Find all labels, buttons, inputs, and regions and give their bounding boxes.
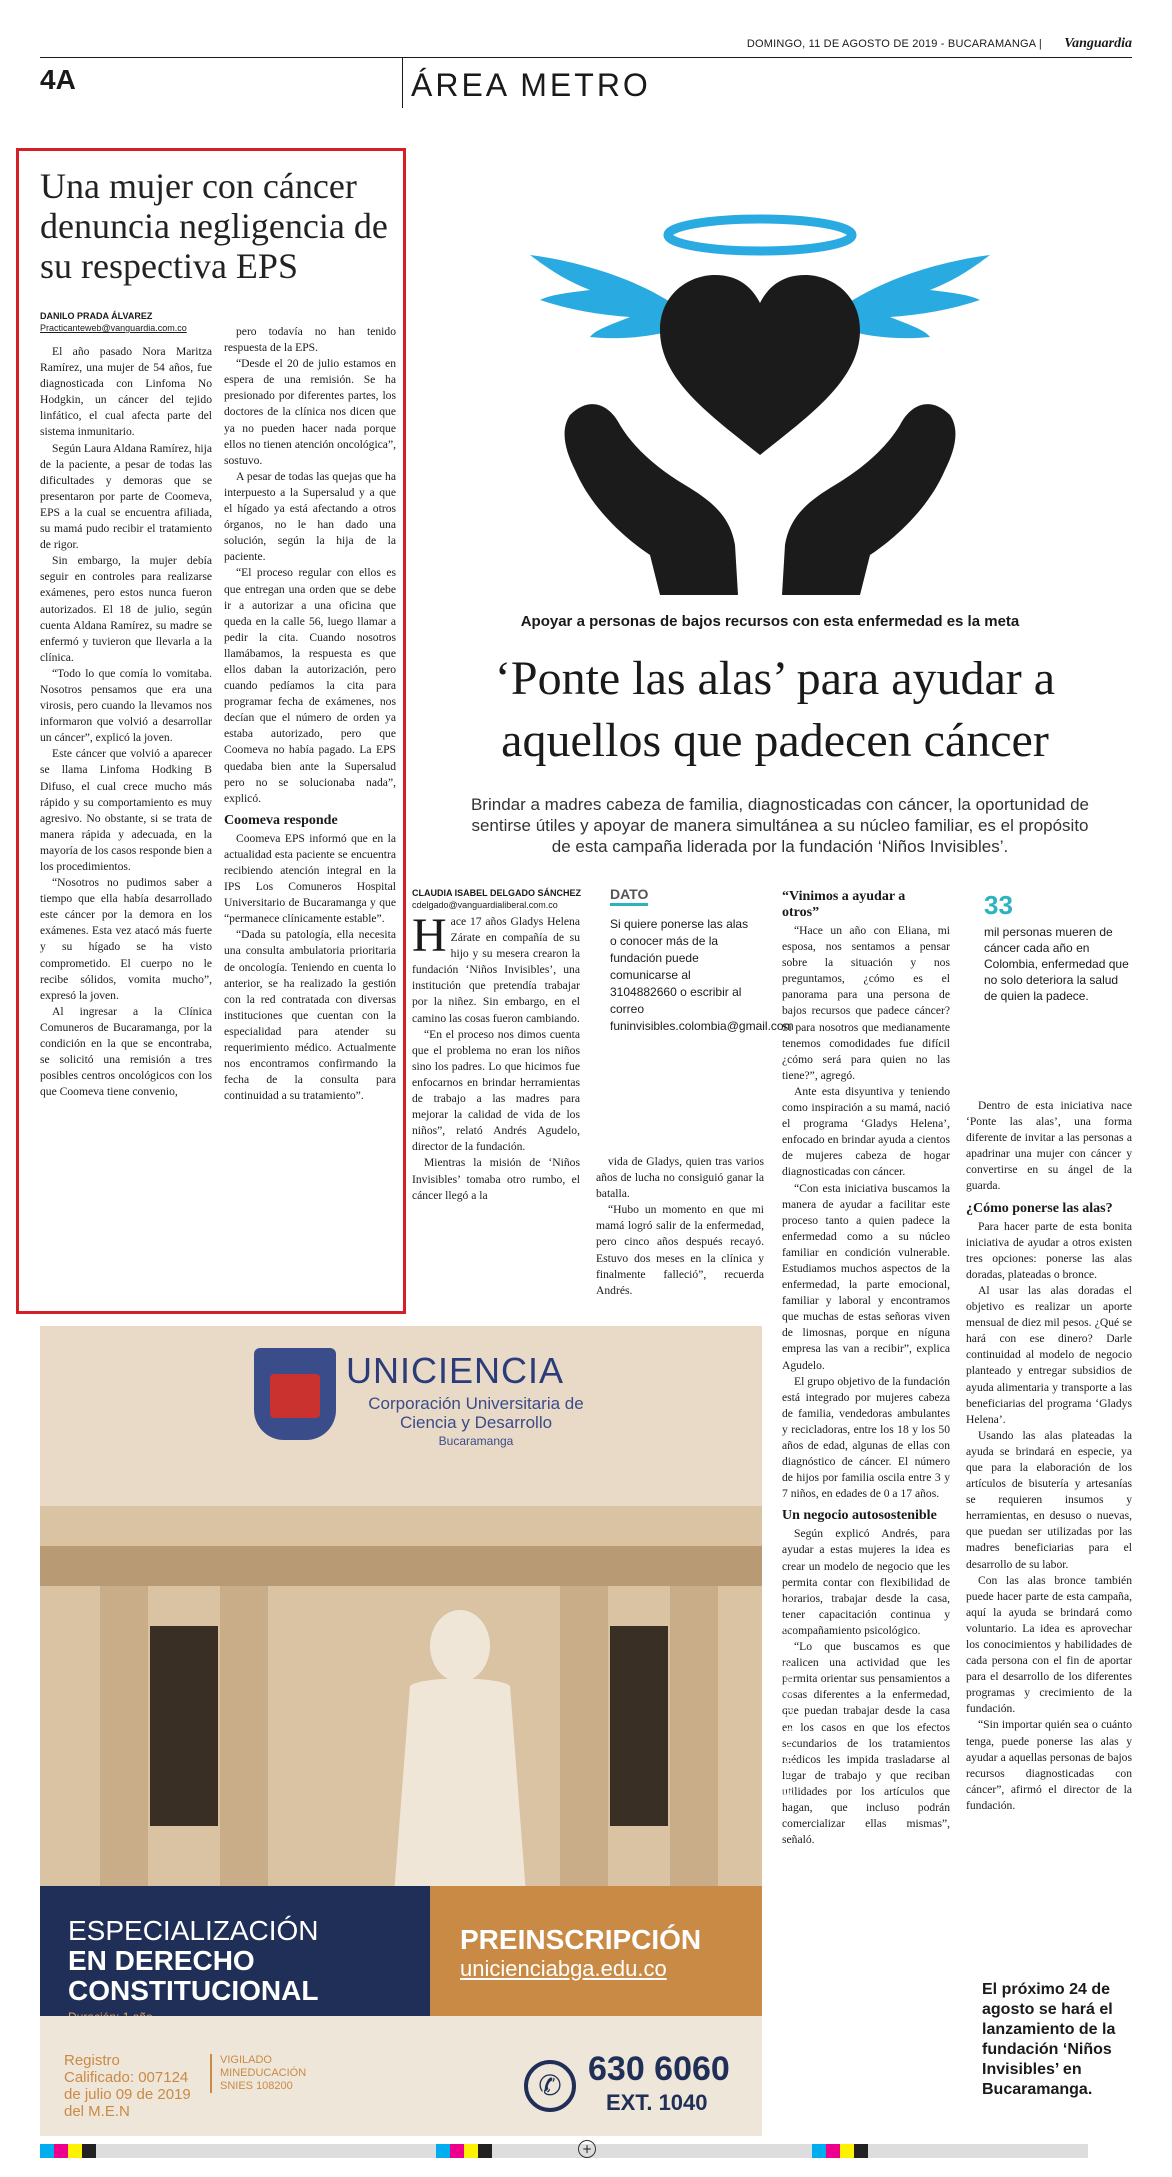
main-article-title: ‘Ponte las alas’ para ayudar a aquellos que padecen cáncer: [494, 652, 1056, 767]
ad-subtitle: Corporación Universitaria de Ciencia y Desarrollo: [368, 1394, 584, 1432]
paragraph: A pesar de todas las quejas que ha interpuesto a la Supersalud y a que el hígado ya está afectando a otros órganos, no le han dado una solución, según la hija de la paciente.: [224, 469, 396, 564]
paragraph: Al usar las alas doradas el objetivo es realizar un aporte mensual de diez mil pesos. ¿Qué se hará con ese dinero? Darle continuidad al modelo de negocio planteado y entregar subsidios de ayuda alimentaria y transporte a las beneficiarias del programa ‘Gladys Helena’.: [966, 1283, 1132, 1426]
left-article-col1: [40, 344, 212, 1304]
ad-registro: Registro Calificado: 007124 de julio 09 de 2019 del M.E.N: [64, 2052, 191, 2120]
promo-note: El próximo 24 de agosto se hará el lanzamiento de la fundación ‘Niños Invisibles’ en Bucaramanga.: [982, 1981, 1116, 2098]
ad-legal-vertical: Personería Jurídica Res.020-96: [780, 1598, 796, 1796]
paragraph: “Todo lo que comía lo vomitaba. Nosotros pensamos que era una virosis, pero cuando la llevamos nos informaron que volvió a desarrollar un cáncer”, explicó la joven.: [40, 666, 212, 745]
paragraph: Sin embargo, la mujer debía seguir en controles para realizarse exámenes, pero estos nunca fueron autorizados. El 18 de julio, según cuenta Aldana Ramírez, su madre se enfermó y tuvieron que llevarla a la clínica.: [40, 554, 212, 664]
main-article-col-a: [412, 909, 580, 1300]
section-title: ÁREA METRO: [402, 58, 651, 108]
ad-footer: [40, 2016, 762, 2136]
dateline: DOMINGO, 11 DE AGOSTO DE 2019 - BUCARAMANGA |: [746, 38, 1042, 50]
registration-mark-icon: +: [578, 2140, 596, 2158]
left-article-author: DANILO PRADA ÁLVAREZ: [40, 311, 153, 321]
main-article-deck: Brindar a madres cabeza de familia, diagnosticadas con cáncer, la oportunidad de sentirse útiles y apoyar de manera simultánea a su núcleo familiar, es el propósito de esta campaña liderada por la fundación ‘Niños Invisibles’.: [470, 795, 1090, 856]
phone-icon: ✆: [524, 2060, 576, 2112]
illustration-caption: Apoyar a personas de bajos recursos con esta enfermedad es la meta: [520, 613, 1020, 630]
angel-heart-illustration: [510, 165, 1010, 595]
ad-phone[interactable]: 630 6060: [588, 2050, 730, 2088]
paragraph: “En el proceso nos dimos cuenta que el problema no eran los niños sino los padres. Lo que hicimos fue enfocarnos en brindar herramientas de trabajo a las madres para mejorar la calidad de vida de los niños”, relató Andrés Agudelo, director de la fundación.: [412, 1027, 580, 1154]
paragraph: “Con esta iniciativa buscamos la manera de ayudar a facilitar este proceso tanto a quien padece la enfermedad como a su núcleo familiar en condición vulnerable. Estudiamos muchos aspectos de la enfermedad, la parte emocional, familiar y laboral y encontramos que muchas de estas señoras viven de limosnas, porque en níguna empresa las van a recibir”, explica Agudelo.: [782, 1181, 950, 1372]
paragraph: Mientras la misión de ‘Niños Invisibles’ tomaba otro rumbo, el cáncer llegó a la: [412, 1156, 580, 1202]
ad-city: Bucaramanga: [438, 1434, 514, 1448]
col-d-subhead: ¿Cómo ponerse las alas?: [966, 1200, 1113, 1216]
dato-label: DATO: [610, 886, 648, 906]
col-c-subhead: Un negocio autosostenible: [782, 1508, 937, 1524]
paragraph: vida de Gladys, quien tras varios años de lucha no consiguió ganar la batalla.: [596, 1155, 764, 1201]
paragraph: “Hace un año con Eliana, mi esposa, nos sentamos a pensar sobre la situación y nos preguntamos, ¿cómo es el panorama para una persona de bajos recursos que padece cáncer? Si para nosotros que medianamente tenemos comodidades fue difícil ¿cómo será para quien no las tiene?”, agregó.: [782, 924, 950, 1082]
paragraph: Según Laura Aldana Ramírez, hija de la paciente, a pesar de todas las dificultades y demoras que se presentaron por parte de Coomeva, EPS a la cual se encuentra afiliada, su mamá pudo recibir el tratamiento de rigor.: [40, 441, 213, 552]
left-article-title: Una mujer con cáncer denuncia negligencia de su respectiva EPS: [40, 166, 388, 286]
paragraph: Coomeva EPS informó que en la actualidad esta paciente se encuentra recibiendo atención integral en la IPS Los Comuneros Hospital Universitario de Bucaramanga y que “permanece clínicamente estable”.: [224, 831, 396, 926]
main-article-col-c: [782, 923, 950, 2083]
main-article-author: CLAUDIA ISABEL DELGADO SÁNCHEZ: [412, 888, 582, 898]
paragraph: “El proceso regular con ellos es que entregan una orden que se debe ir a autorizar a una oficina que queda en la calle 56, luego llamar a pedir la cita. Cuando nosotros llamábamos, la respuesta es que ellos daban la autorización, pero cuando pedíamos la cita para programar fecha de exámenes, nos decían que el número de orden ya estaba autorizado, pero que Coomeva no había pagado. La EPS quedaba bien ante la Supersalud pero no se solucionaba nada”, explicó.: [224, 566, 396, 805]
newspaper-brand: Vanguardia: [1064, 36, 1132, 51]
paragraph: El año pasado Nora Maritza Ramírez, una mujer de 54 años, fue diagnosticada con Linfoma No Hodgkin, un cáncer del tejido linfático, el cual afecta parte del sistema inmunitario.: [40, 345, 212, 439]
stat-number: 33: [984, 890, 1013, 920]
left-article-subhead: Coomeva responde: [224, 812, 338, 828]
paragraph: Este cáncer que volvió a aparecer se llama Linfoma Hodking B Difuso, el cual crece mucho más rápido y su comportamiento es muy agresivo. No obstante, si se trata de manera rápida y adecuada, en la mayoría de los casos responde bien a los procedimientos.: [40, 747, 212, 873]
ad-program-line1: ESPECIALIZACIÓN: [68, 1915, 319, 1946]
left-article-col2: [224, 324, 396, 1304]
heart-icon: [660, 275, 860, 455]
ad-program-panel: [40, 1886, 430, 2016]
paragraph: “Desde el 20 de julio estamos en espera de una remisión. Se ha presionado por diferentes partes, los doctores de la clínica nos dicen que ya no pueden hacer nada porque ellos no tienen atención oncológica”, sostuvo.: [224, 357, 396, 467]
dropcap: H: [412, 909, 447, 962]
paragraph-text: ace 17 años Gladys Helena Zárate en compañía de su hijo y su mesera crearon la fundación ‘Niños Invisibles’, una institución que pretendía trabajar por la niñez. Sin embargo, en el camino las cosas fueron cambiando.: [412, 915, 580, 1025]
paragraph: Al ingresar a la Clínica Comuneros de Bucaramanga, por la condición en la que se encontraba, se solicitó una remisión a tres posibles centros oncológicos con los que Coomeva tiene convenio,: [40, 1004, 212, 1099]
ad-brand: UNICIENCIA: [346, 1350, 565, 1391]
main-article-col-d: [966, 1098, 1132, 1968]
paragraph: “Hubo un momento en que mi mamá logró salir de la enfermedad, pero cinco años después recayó. Estuvo dos meses en la clínica y finalmente falleció”, recuerda Andrés.: [596, 1203, 764, 1297]
uniciencia-advertisement[interactable]: [40, 1326, 796, 2136]
paragraph: Usando las alas plateadas la ayuda se brindará en especie, ya que para la elaboración de los artículos de bisutería y artesanías se requieren insumos y herramientas, en desuso o nuevas, que puedan ser utilizadas por las madres beneficiarias para el desarrollo de su labor.: [966, 1428, 1132, 1571]
paragraph: “Nosotros no pudimos saber a tiempo que ella había desarrollado este cáncer por la demora en los exámenes. Esta vez atacó más fuerte y su hígado se ha visto comprometido. El cuerpo no le recibe sólidos, vomita mucho”, expresó la joven.: [40, 876, 212, 1002]
ad-cta: PREINSCRIPCIÓN: [460, 1924, 702, 1955]
halo-icon: [668, 219, 852, 251]
uniciencia-logo: [254, 1348, 336, 1440]
ad-url-link[interactable]: unicienciabga.edu.co: [460, 1956, 667, 1981]
paragraph: Ante esta disyuntiva y teniendo como inspiración a su mamá, nació el programa ‘Gladys Helena’, enfocado en brindar ayuda a cientos de mujeres cabeza de hogar diagnosticadas con cáncer.: [782, 1084, 950, 1179]
left-article-email[interactable]: Practicanteweb@vanguardia.com.co: [40, 323, 187, 333]
page-header: [40, 36, 1132, 58]
paragraph: pero todavía no han tenido respuesta de la EPS.: [224, 325, 396, 355]
building-photo: [40, 1506, 762, 1946]
ad-cta-panel[interactable]: [430, 1886, 762, 2016]
paragraph: Según explicó Andrés, para ayudar a estas mujeres la idea es crear un modelo de negocio que les permita contar con flexibilidad de horarios, trabajar desde la casa, tener capacitación continua y acompañamiento psicológico.: [782, 1527, 950, 1637]
dato-text: Si quiere ponerse las alas o conocer más de la fundación puede comunicarse al 3104882660 o escribir al correo funinvisibles.colombia@gmail.com: [610, 917, 794, 1033]
ad-ext: EXT. 1040: [606, 2090, 708, 2115]
paragraph: Dentro de esta iniciativa nace ‘Ponte las alas’, una forma diferente de invitar a las personas a apadrinar una mujer con cáncer y convertirse en su ángel de la guarda.: [966, 1099, 1132, 1193]
stat-text: mil personas mueren de cáncer cada año en Colombia, enfermedad que no solo deteriora la salud de quien la padece.: [984, 925, 1129, 1003]
ad-vigilado: VIGILADO MINEDUCACIÓN SNIES 108200: [210, 2054, 310, 2093]
paragraph: “Dada su patología, ella necesita una consulta ambulatoria prioritaria de oncología. Teniendo en cuenta lo anterior, se ha realizado la gestión con la red contratada con diversas instituciones que cuentan con la especialidad para atender su requerimiento médico. Actualmente nos encontramos confirmando la fecha de la consulta para continuidad a su tratamiento”.: [224, 928, 396, 1103]
paragraph: El grupo objetivo de la fundación está integrado por mujeres cabeza de familia, vendedoras ambulantes y recicladoras, entre los 18 y los 50 años de edad, algunas de ellas con diagnóstico de cáncer. El número de hijos por familia oscila entre 3 y 7 niños, en edades de 0 a 17 años.: [782, 1374, 950, 1501]
ad-program-line2: EN DERECHO CONSTITUCIONAL: [68, 1945, 319, 2006]
paragraph: “Sin importar quién sea o cuánto tenga, puede ponerse las alas y ayudar a aquellas personas de bajos recursos diagnosticadas con cáncer”, afirmó el director de la fundación.: [966, 1718, 1132, 1812]
page-number: 4A: [40, 64, 76, 95]
main-article-email[interactable]: cdelgado@vanguardialiberal.com.co: [412, 900, 558, 910]
paragraph: “Lo que buscamos es que realicen una actividad que les permita orientar sus pensamientos a cosas diferentes a la enfermedad, que puedan trabajar desde la casa en los casos en que los efectos secundarios de los tratamientos médicos les impida trasladarse al lugar de trabajo y que reciban utilidades por los artículos que hagan, que incluso podrán comercializar ellas mismas”, señaló.: [782, 1640, 950, 1847]
col-c-heading: “Vinimos a ayudar a otros”: [782, 889, 906, 920]
main-article-col-b: [596, 1154, 764, 1304]
paragraph: Para hacer parte de esta bonita iniciativa de ayudar a otros existen tres opciones: ponerse las alas doradas, plateadas o bronce.: [966, 1219, 1132, 1281]
paragraph: Con las alas bronce también puede hacer parte de esta campaña, aquí la ayuda se brindará como voluntario. La idea es aprovechar los conocimientos y habilidades de cada persona con el fin de aportar para el desarrollo de los diferentes programas y crecimiento de la fundación.: [966, 1573, 1132, 1716]
